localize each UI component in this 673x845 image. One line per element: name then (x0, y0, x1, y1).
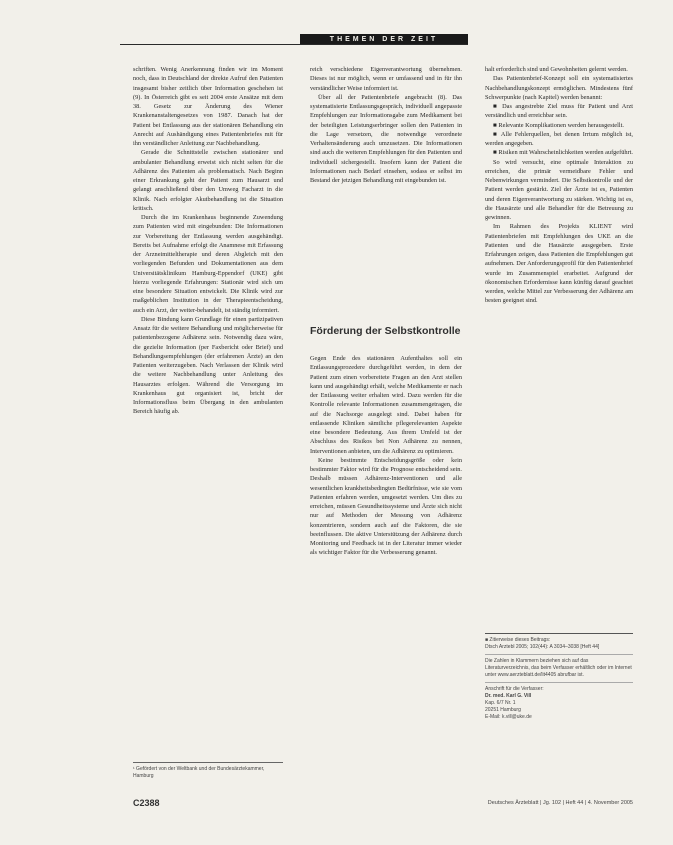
address-label: Anschrift für die Verfasser: (485, 686, 544, 692)
bullet-item: ■ Alle Fehlerquellen, bei denen Irrtum möglich ist, werden angegeben. (485, 130, 633, 147)
paragraph: Das Patientenbrief-Konzept soll ein systematisiertes Nachbehandlungskonzept ermöglichen. Mindestens fünf Schwerpunkte (nach Kapitel) werden benannt: (485, 75, 633, 101)
divider (485, 654, 633, 655)
page-number: C2388 (133, 798, 160, 808)
paragraph: Keine bestimmte Entscheidungsgröße oder kein bestimmter Faktor wird für die Prognose entscheidend sein. Deshalb müssen Adhärenz-Interventionen und alle wesentlichen krankheitsbedingten Bedürfnisse, wie sie vom Patienten erfahren werden, umgesetzt werden. Um dies zu erreichen, müssen Gesundheitssysteme und Ärzte sich nicht nur auf Methoden der Messung von Adhärenz konzentrieren, sondern auch auf die Faktoren, die sie beeinflussen. Die aktive Unterstützung der Adhärenz durch Monitoring und Feedback ist in der Literatur immer wieder als wichtiger Faktor für die Verbesserung genannt. (310, 456, 462, 557)
address-line: Kap. 6/7 Nr. 1 (485, 700, 516, 706)
paragraph: Durch die im Krankenhaus beginnende Zuwendung zum Patienten wird mit eingebunden: Die Informationen zur Vorbereitung der Entlassung werden ausgehändigt. Bereits bei Aufnahme erfolgt die Anamnese mit Erfassung der Arzneimitteltherapie und deren Abgleich mit den vorliegenden Befunden und Dokumentationen aus dem Universitätsklinikum Hamburg-Eppendorf (UKE) gibt hierzu vorliegende Erfahrungen: Stationär wird sich um eine besondere Situation entwickelt. Die Klinik wird zur maßgeblichen Institution in der Therapieentscheidung, auch ein Arzt, der weiter-behandelt, ist ständig informiert. (133, 214, 283, 314)
citation-box (485, 630, 633, 721)
paragraph: So wird versucht, eine optimale Interaktion zu erreichen, die primär vermeidbare Fehler und Nebenwirkungen vermindert. Die Selbstkontrolle und der Patient werden gestärkt. Ziel der Ärzte ist es, Patienten und deren Eigenverantwortung zu stärken. Wichtig ist es, die Hausärzte und alle Behandler für die Betreuung zu gewinnen. (485, 158, 633, 221)
column-2-top (310, 65, 462, 315)
citation-ref: Dtsch Arztebl 2005; 102(44): A 3034–3038 [Heft 44] (485, 644, 600, 650)
journal-reference: Deutsches Ärzteblatt | Jg. 102 | Heft 44 | 4. November 2005 (487, 800, 633, 806)
bullet-item: ■ Risiken mit Wahrscheinlichkeiten werden aufgeführt. (493, 149, 633, 157)
paragraph: halt erforderlich sind und Gewohnheiten gelernt werden. (485, 66, 628, 73)
paragraph: Gegen Ende des stationären Aufenthaltes soll ein Entlassungsprozedere durchgeführt werden, in dem der Patient zum einen vorbereitete Fragen an den Arzt stellen kann und ausgehändigt erhält, welche Medikamente er nach der Entlassung weiter erhalten wird. Dazu werden für die Kontrolle relevante Informationen zusammengetragen, die auf die Nachsorge ausgelegt sind. Dabei haben für entlassende Kliniken sämtliche pflegerelevanten Aspekte eine besondere Bedeutung. Aus ihrem Umfeld ist der Abschluss des Risikos bei Non Adhärenz zu nennen, Interventionen anbieten, um die Adhärenz zu optimieren. (310, 355, 462, 455)
paragraph: Gerade die Schnittstelle zwischen stationärer und ambulanter Behandlung erweist sich nicht selten für die Adhärenz des Patienten als problematisch. Nach Beginn einer Erkrankung geht der Patient zum Hausarzt und gelangt anschließend über den Umweg Facharzt in die Klinik. Nach erfolgter Akutbehandlung ist die Situation kritisch. (133, 149, 283, 212)
bullet-item: ■ Relevante Komplikationen werden herausgestellt. (493, 121, 624, 129)
column-1 (133, 65, 283, 807)
paragraph: schriften. Wenig Anerkennung finden wir im Moment noch, dass in Deutschland der direkte Aufruf den Patienten insgesamt bisher zeitlich über Information geschehen ist (9). In Österreich gibt es seit 2004 erste Ansätze mit dem 38. Gesetz zur Änderung des Wiener Krankenanstaltengesetzes von 1987. Danach hat der Patient bei Entlassung aus der stationären Behandlung ein Anrecht auf Aushändigung eines Patientenbriefes mit für ihn verständlicher Anleitung zur Nachbehandlung. (133, 66, 283, 147)
paragraph: Über all der Patientenbriefe angebracht (8). Das systematisierte Entlassungsgespräch, individuell angepasste Empfehlungen zur Informationsgabe zum Medikament bei der beteiligten Leistungserbringer sollen den Patienten in die Lage versetzen, die notwendige verordnete Verhaltensänderung auch umzusetzen. Die Informationen sind auch die weiteren Empfehlungen für den Patienten und individuell sichergestellt. Insofern kann der Patient die Informationen nach Bedarf einsehen, sodass er selbst im Bestand der jetzigen Behandlung mit eingebunden ist. (310, 93, 462, 184)
header-rule (120, 44, 468, 45)
divider (485, 633, 633, 634)
address-city: 20251 Hamburg (485, 707, 521, 713)
citation-label: ■ Zitierweise dieses Beitrags: (485, 637, 551, 643)
email-address: E-Mail: k.vill@uke.de (485, 714, 532, 720)
author-name: Dr. med. Karl G. Vill (485, 693, 532, 699)
literature-note: Die Zahlen in Klammern beziehen sich auf das Literaturverzeichnis, das beim Verfasser erhältlich oder im Internet unter www.aerzteblatt.de/lit4405 abrufbar ist. (485, 658, 632, 678)
section-header: THEMEN DER ZEIT (300, 34, 468, 45)
paragraph: Im Rahmen des Projekts KLIENT wird Patientenbriefen mit Empfehlungen des UKE an die Patienten und die Hausärzte ausgegeben. Erste Erfahrungen zeigen, dass Patienten die Empfehlungen gut aufnehmen. Der Anforderungsprofil für den Patientenbrief wurde im Zusammenspiel erarbeitet. Aufgrund der ökonomischen Erfordernisse kann künftig darauf geachtet werden, welche Mittel zur Verbesserung der Adhärenz am besten geeignet sind. (485, 223, 633, 305)
column-3 (485, 65, 633, 525)
bullet-item: ■ Das angestrebte Ziel muss für Patient und Arzt verständlich und erreichbar sein. (485, 103, 633, 120)
paragraph: Diese Bindung kann Grundlage für einen partizipativen Ansatz für die weitere Behandlung und möglicherweise für patientenbezogene Adhärenz sein. Notwendig dazu wäre, die gezielte Information (per Faxbericht oder Brief) und Behandlungsempfehlungen (der erfahrenen Ärzte) an den Patienten weiterzugeben. Nach Verlassen der Klinik wird die weitere Nachbehandlung unter Anleitung des Hausarztes erfolgen. Während die Versorgung im Krankenhaus gut organisiert ist, bricht der Informationsfluss beim Übergang in den ambulanten Bereich häufig ab. (133, 315, 283, 416)
column-2-bottom (310, 354, 462, 814)
divider (485, 682, 633, 683)
footnote: ¹ Gefördert von der Weltbank und der Bundesärztekammer, Hamburg (133, 762, 283, 780)
section-heading: Förderung der Selbstkontrolle (310, 325, 461, 337)
paragraph: reich verschiedene Eigenverantwortung übernehmen. Dieses ist nur möglich, wenn er umfassend und in für ihn verständlicher Weise informiert ist. (310, 66, 462, 92)
